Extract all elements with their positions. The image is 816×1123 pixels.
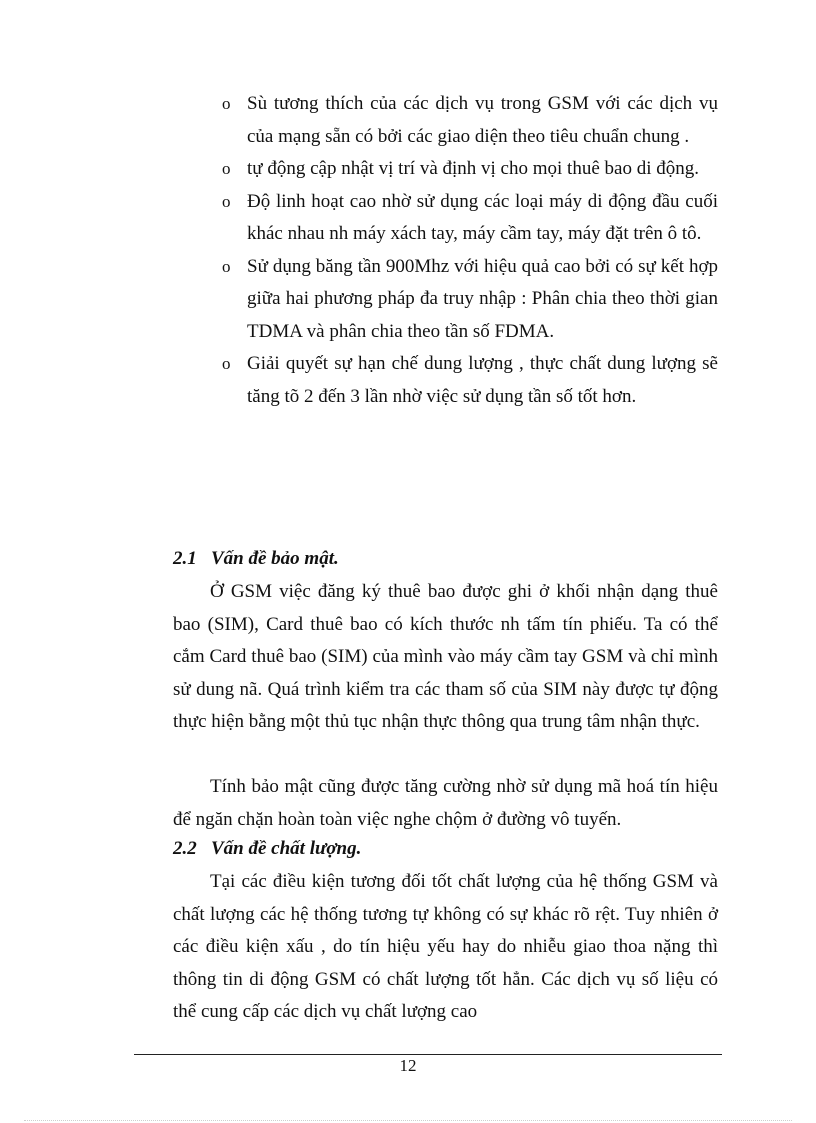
list-item xyxy=(222,348,718,413)
bullet-marker: o xyxy=(222,354,231,373)
paragraph xyxy=(173,771,718,836)
bullet-marker: o xyxy=(222,256,231,276)
paragraph xyxy=(173,866,718,1029)
bullet-text: tự động cập nhật vị trí và định vị cho mọi thuê bao di động. xyxy=(247,158,699,179)
bullet-text: Giải quyết sự hạn chế dung lượng , thực chất dung lượng sẽ tăng tõ 2 đến 3 lần nhờ việc sử dụng tần số tốt hơn. xyxy=(247,353,718,407)
paragraph-text: Tại các điều kiện tương đối tốt chất lượng của hệ thống GSM và chất lượng các hệ thống tương tự không có sự khác rõ rệt. Tuy nhiên ở các điều kiện xấu , do tín hiệu yếu hay do nhiễu giao thoa nặng thì thông tin di động GSM có chất lượng tốt hẳn. Các dịch vụ số liệu có thể cung cấp các dịch vụ chất lượng cao xyxy=(173,871,718,1022)
paragraph-text: Tính bảo mật cũng được tăng cường nhờ sử dụng mã hoá tín hiệu để ngăn chặn hoàn toàn việc nghe chộm ở đường vô tuyến. xyxy=(173,776,718,830)
section-number: 2.2 xyxy=(173,838,197,859)
bullet-marker: o xyxy=(222,191,231,211)
footer-rule xyxy=(134,1054,722,1055)
list-item xyxy=(222,153,718,186)
list-item xyxy=(222,88,718,153)
page-boundary xyxy=(24,1120,792,1121)
section-title: Vấn đề bảo mật. xyxy=(211,548,339,569)
bullet-list xyxy=(222,88,718,413)
bullet-text: Độ linh hoạt cao nhờ sử dụng các loại máy di động đầu cuối khác nhau nh máy xách tay, máy cầm tay, máy đặt trên ô tô. xyxy=(247,190,718,244)
bullet-text: Sù tương thích của các dịch vụ trong GSM với các dịch vụ của mạng sẵn có bởi các giao diện theo tiêu chuẩn chung . xyxy=(247,93,718,147)
list-item xyxy=(222,251,718,349)
list-item xyxy=(222,186,718,251)
section-number: 2.1 xyxy=(173,548,197,569)
paragraph xyxy=(173,576,718,739)
bullet-marker: o xyxy=(222,159,231,178)
bullet-marker: o xyxy=(222,94,231,113)
paragraph-text: Ở GSM việc đăng ký thuê bao được ghi ở khối nhận dạng thuê bao (SIM), Card thuê bao có kích thước nh tấm tín phiếu. Ta có thể cắm Card thuê bao (SIM) của mình vào máy cầm tay GSM và chỉ mình sử dung nã. Quá trình kiểm tra các tham số của SIM này được tự động thực hiện bằng một thủ tục nhận thực thông qua trung tâm nhận thực. xyxy=(173,581,718,732)
page-number: 12 xyxy=(399,1056,417,1075)
bullet-text: Sử dụng băng tần 900Mhz với hiệu quả cao bởi có sự kết hợp giữa hai phương pháp đa truy nhập : Phân chia theo thời gian TDMA và phân chia theo tần số FDMA. xyxy=(247,255,718,342)
section-title: Vấn đề chất lượng. xyxy=(211,838,362,859)
section-heading-quality xyxy=(173,838,361,860)
section-heading-security xyxy=(173,548,339,570)
